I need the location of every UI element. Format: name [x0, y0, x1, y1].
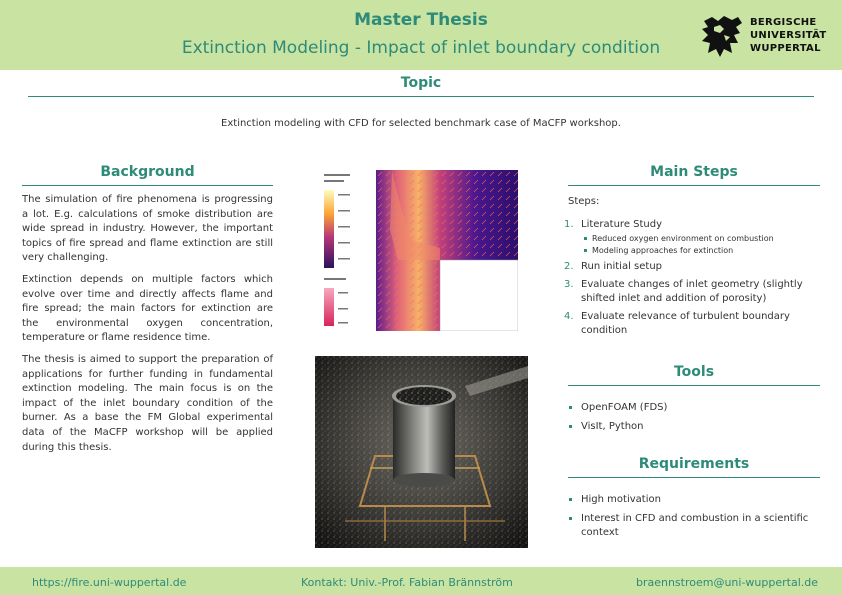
background-paragraph: The simulation of fire phenomena is progressing a lot. E.g. calculations of smoke distribution are wide spread in industry. However, the important topics of fire spread and flame extinction are still very challenging. — [22, 194, 273, 264]
list-item: Modeling approaches for extinction — [581, 245, 820, 257]
topic-text: Extinction modeling with CFD for selected benchmark case of MaCFP workshop. — [221, 118, 621, 129]
sub-list — [581, 233, 820, 256]
main-steps-heading: Main Steps — [650, 164, 738, 180]
poster-title: Master Thesis — [354, 10, 488, 30]
main-steps-divider — [568, 185, 820, 186]
list-item: 2. Run initial setup — [564, 261, 663, 272]
list-item: Interest in CFD and combustion in a scientific context — [568, 512, 820, 540]
topic-divider — [28, 96, 814, 97]
email-link[interactable]: braennstroem@uni-wuppertal.de — [635, 576, 818, 589]
steps-intro: Steps: — [568, 196, 600, 207]
burner-photo — [315, 356, 528, 548]
list-item: 3. Evaluate changes of inlet geometry (slightly shifted inlet and addition of porosity) — [564, 279, 803, 304]
steps-list — [564, 218, 820, 342]
lion-emblem-icon — [698, 13, 746, 59]
background-paragraph: The thesis is aimed to support the preparation of applications for further funding in fundamental extinction modeling. The main focus is on the impact of the inlet boundary condition of the burner. As a base the FM Global experimental data of the MaCFP workshop will be applied during this thesis. — [22, 353, 273, 453]
website-link[interactable]: https://fire.uni-wuppertal.de — [32, 576, 187, 589]
requirements-heading: Requirements — [638, 456, 750, 472]
background-heading: Background — [100, 164, 195, 180]
requirements-divider — [568, 477, 820, 478]
list-item: 1. Literature Study Reduced oxygen environment on combustion Modeling approaches for extinction — [568, 218, 820, 256]
background-text — [22, 193, 273, 462]
tools-heading: Tools — [673, 364, 715, 380]
header-band — [0, 0, 842, 70]
footer-band — [0, 567, 842, 595]
list-item: High motivation — [568, 493, 820, 507]
list-item: 4. Evaluate relevance of turbulent boundary condition — [564, 311, 790, 336]
tools-divider — [568, 385, 820, 386]
university-logo — [698, 13, 828, 59]
tools-list — [568, 401, 820, 439]
requirements-list — [568, 493, 820, 545]
list-item: Reduced oxygen environment on combustion — [581, 233, 820, 245]
list-item: OpenFOAM (FDS) — [568, 401, 820, 415]
list-item: VisIt, Python — [568, 420, 820, 434]
topic-heading: Topic — [400, 75, 442, 91]
background-paragraph: Extinction depends on multiple factors which evolve over time and directly affects flame and fire spread; the main factors for extinction are the environmental oxygen concentration, temperature or flame residence time. — [22, 273, 273, 344]
contact-text: Kontakt: Univ.-Prof. Fabian Brännström — [301, 576, 513, 589]
logo-wordmark: BERGISCHE UNIVERSITÄT WUPPERTAL — [750, 17, 827, 54]
poster-subtitle: Extinction Modeling - Impact of inlet boundary condition — [181, 38, 661, 58]
background-divider — [22, 185, 273, 186]
simulation-result-image — [320, 170, 518, 331]
